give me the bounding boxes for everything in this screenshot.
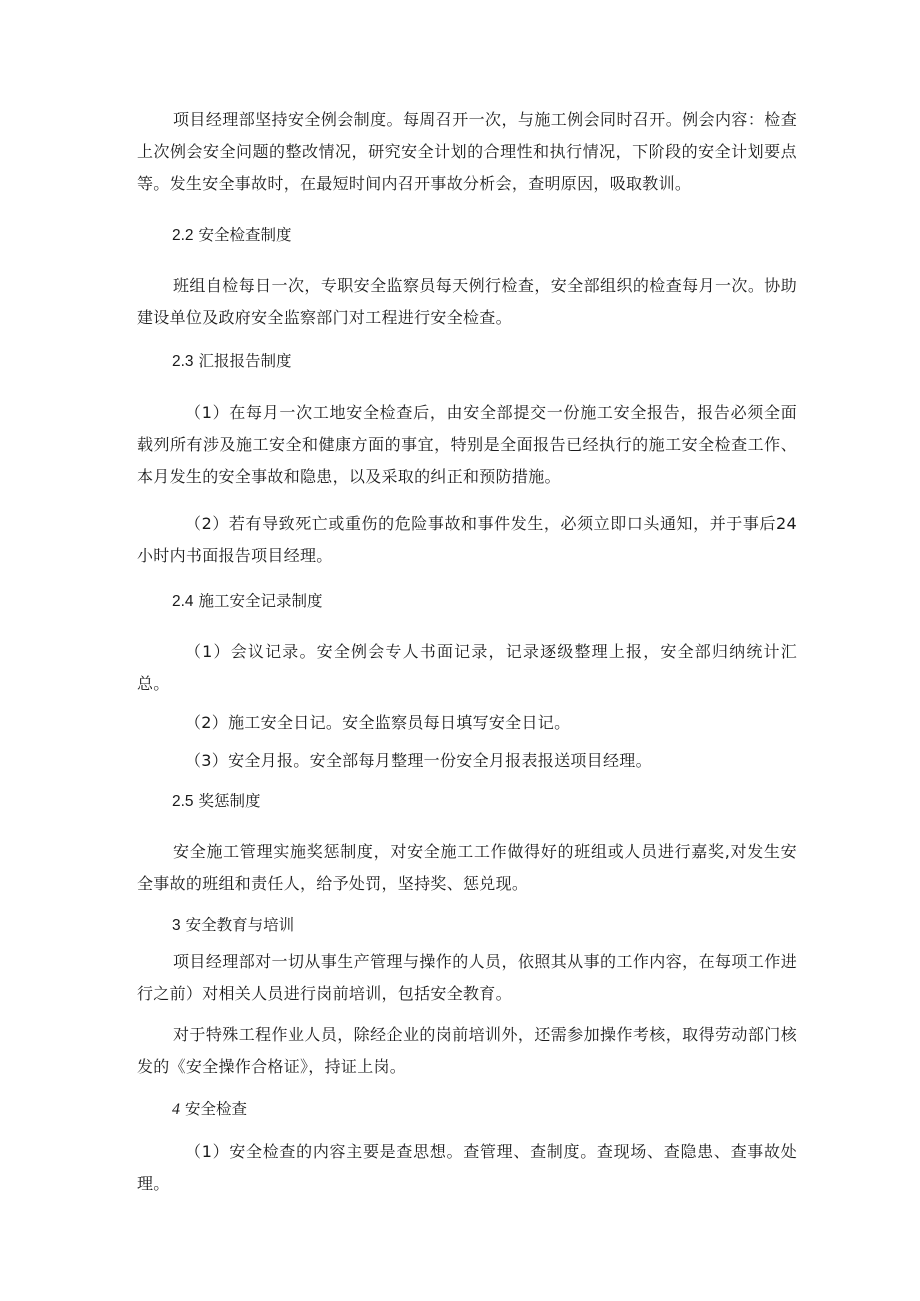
heading-4 <box>172 1097 247 1122</box>
heading-number: 2.3 <box>172 353 194 370</box>
paragraph-training-2: 对于特殊工程作业人员，除经企业的岗前培训外，还需参加操作考核，取得劳动部门核发的《安全操作合格证》，持证上岗。 <box>137 1025 797 1076</box>
heading-text: 安全教育与培训 <box>185 916 295 934</box>
heading-number: 2.2 <box>172 227 194 244</box>
paragraph-training-1: 项目经理部对一切从事生产管理与操作的人员，依照其从事的工作内容，在每项工作进行之前）对相关人员进行岗前培训，包括安全教育。 <box>137 952 797 1003</box>
heading-2-4 <box>172 589 323 614</box>
heading-text: 奖惩制度 <box>198 792 261 810</box>
heading-text: 安全检查制度 <box>198 226 292 244</box>
heading-2-5 <box>172 789 261 814</box>
heading-number: 4 <box>172 1101 180 1118</box>
heading-number: 2.4 <box>172 593 194 610</box>
paragraph-check-item-1: （1）安全检查的内容主要是查思想。查管理、查制度。查现场、查隐患、查事故处理。 <box>137 1142 797 1193</box>
paragraph-report-item-1: （1）在每月一次工地安全检查后，由安全部提交一份施工安全报告，报告必须全面载列所有涉及施工安全和健康方面的事宜，特别是全面报告已经执行的施工安全检查工作、本月发生的安全事故和隐患，以及采取的纠正和预防措施。 <box>137 403 797 486</box>
heading-2-3 <box>172 349 292 374</box>
paragraph-safety-inspection: 班组自检每日一次，专职安全监察员每天例行检查，安全部组织的检查每月一次。协助建设单位及政府安全监察部门对工程进行安全检查。 <box>137 276 797 327</box>
paragraph-record-item-2: （2）施工安全日记。安全监察员每日填写安全日记。 <box>185 713 571 732</box>
heading-text: 安全检查 <box>184 1100 247 1118</box>
heading-number: 3 <box>172 917 181 934</box>
heading-2-2 <box>172 223 292 248</box>
paragraph-report-item-2: （2）若有导致死亡或重伤的危险事故和事件发生，必须立即口头通知，并于事后24小时内书面报告项目经理。 <box>137 514 797 565</box>
heading-text: 汇报报告制度 <box>198 352 292 370</box>
paragraph-record-item-1: （1）会议记录。安全例会专人书面记录，记录逐级整理上报，安全部归纳统计汇总。 <box>137 642 797 693</box>
heading-text: 施工安全记录制度 <box>198 592 323 610</box>
heading-3 <box>172 913 294 938</box>
paragraph-safety-meeting: 项目经理部坚持安全例会制度。每周召开一次，与施工例会同时召开。例会内容：检查上次例会安全问题的整改情况，研究安全计划的合理性和执行情况，下阶段的安全计划要点等。发生安全事故时，在最短时间内召开事故分析会，查明原因，吸取教训。 <box>137 110 797 193</box>
paragraph-record-item-3: （3）安全月报。安全部每月整理一份安全月报表报送项目经理。 <box>185 751 652 770</box>
heading-number: 2.5 <box>172 793 194 810</box>
paragraph-rewards: 安全施工管理实施奖惩制度，对安全施工工作做得好的班组或人员进行嘉奖,对发生安全事故的班组和责任人，给予处罚，坚持奖、惩兑现。 <box>137 842 797 893</box>
